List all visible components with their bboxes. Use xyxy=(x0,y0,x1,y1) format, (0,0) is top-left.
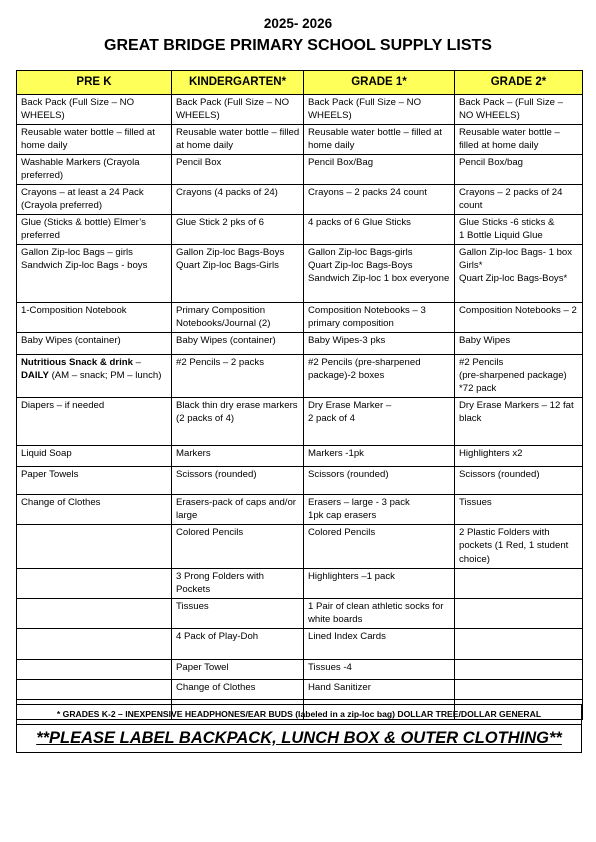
table-cell: Tissues -4 xyxy=(304,659,455,679)
table-cell: Reusable water bottle – filled at home daily xyxy=(304,125,455,155)
table-cell: Composition Notebooks – 3 primary composition xyxy=(304,302,455,332)
table-row xyxy=(17,95,583,125)
table-cell xyxy=(17,659,172,679)
table-cell: Erasers – large - 3 pack 1pk cap erasers xyxy=(304,494,455,524)
table-cell: Pencil Box/bag xyxy=(455,154,583,184)
table-cell: Crayons – 2 packs 24 count xyxy=(304,184,455,214)
table-cell: Lined Index Cards xyxy=(304,628,455,659)
table-cell: Scissors (rounded) xyxy=(304,466,455,494)
table-row xyxy=(17,125,583,155)
table-cell: Gallon Zip-loc Bags-girls Quart Zip-loc Bags-Boys Sandwich Zip-loc 1 box everyone xyxy=(304,244,455,302)
page-year: 2025- 2026 xyxy=(263,16,333,31)
table-cell: Paper Towel xyxy=(172,659,304,679)
table-row xyxy=(17,397,583,445)
table-cell: Dry Erase Markers – 12 fat black xyxy=(455,397,583,445)
col-header-grade2: GRADE 2* xyxy=(455,71,583,95)
table-cell: Tissues xyxy=(455,494,583,524)
table-cell: Reusable water bottle – filled at home daily xyxy=(455,125,583,155)
table-cell: Gallon Zip-loc Bags-Boys Quart Zip-loc Bags-Girls xyxy=(172,244,304,302)
table-cell: Colored Pencils xyxy=(304,524,455,568)
table-row xyxy=(17,598,583,628)
table-cell: Glue (Sticks & bottle) Elmer’s preferred xyxy=(17,214,172,244)
table-cell: 1 Pair of clean athletic socks for white boards xyxy=(304,598,455,628)
table-cell: 3 Prong Folders with Pockets xyxy=(172,568,304,598)
table-row xyxy=(17,679,583,699)
table-cell: Scissors (rounded) xyxy=(455,466,583,494)
table-row xyxy=(17,466,583,494)
table-cell: 4 Pack of Play-Doh xyxy=(172,628,304,659)
table-cell: #2 Pencils (pre-sharpened package) *72 pack xyxy=(455,354,583,397)
table-row xyxy=(17,354,583,397)
table-cell: Crayons – at least a 24 Pack (Crayola preferred) xyxy=(17,184,172,214)
table-cell xyxy=(17,568,172,598)
table-row xyxy=(17,302,583,332)
table-cell: Dry Erase Marker – 2 pack of 4 xyxy=(304,397,455,445)
table-row xyxy=(17,524,583,568)
table-row xyxy=(17,184,583,214)
table-cell: Markers xyxy=(172,445,304,466)
table-cell xyxy=(455,598,583,628)
supply-rows xyxy=(17,95,583,720)
table-cell: Baby Wipes (container) xyxy=(17,332,172,354)
table-cell xyxy=(17,679,172,699)
page-title: GREAT BRIDGE PRIMARY SCHOOL SUPPLY LISTS xyxy=(104,37,492,54)
table-cell: Scissors (rounded) xyxy=(172,466,304,494)
table-cell: Gallon Zip-loc Bags- 1 box Girls* Quart Zip-loc Bags-Boys* xyxy=(455,244,583,302)
table-cell: Highlighters –1 pack xyxy=(304,568,455,598)
table-cell: Glue Stick 2 pks of 6 xyxy=(172,214,304,244)
table-row xyxy=(17,494,583,524)
col-header-prek: PRE K xyxy=(17,71,172,95)
table-row xyxy=(17,568,583,598)
table-cell: Crayons – 2 packs of 24 count xyxy=(455,184,583,214)
table-cell: Change of Clothes xyxy=(17,494,172,524)
table-cell xyxy=(17,598,172,628)
table-row xyxy=(17,628,583,659)
table-cell: Diapers – if needed xyxy=(17,397,172,445)
table-cell: #2 Pencils (pre-sharpened package)-2 boxes xyxy=(304,354,455,397)
table-cell: Colored Pencils xyxy=(172,524,304,568)
table-cell: Erasers-pack of caps and/or large xyxy=(172,494,304,524)
table-cell: Reusable water bottle – filled at home daily xyxy=(172,125,304,155)
table-cell: Hand Sanitizer xyxy=(304,679,455,699)
table-cell xyxy=(455,568,583,598)
table-cell: Change of Clothes xyxy=(172,679,304,699)
table-row xyxy=(17,445,583,466)
table-cell: Baby Wipes (container) xyxy=(172,332,304,354)
snack-dash: – xyxy=(132,356,141,368)
table-cell: Back Pack – (Full Size – NO WHEELS) xyxy=(455,95,583,125)
table-cell: Pencil Box xyxy=(172,154,304,184)
table-cell xyxy=(17,628,172,659)
snack-cell xyxy=(17,354,172,397)
table-cell xyxy=(455,659,583,679)
table-cell xyxy=(17,524,172,568)
table-cell: #2 Pencils – 2 packs xyxy=(172,354,304,397)
table-cell: Back Pack (Full Size – NO WHEELS) xyxy=(17,95,172,125)
table-cell: Back Pack (Full Size – NO WHEELS) xyxy=(304,95,455,125)
table-cell: Primary Composition Notebooks/Journal (2) xyxy=(172,302,304,332)
label-banner: **PLEASE LABEL BACKPACK, LUNCH BOX & OUTER CLOTHING** xyxy=(16,724,582,753)
table-cell: Pencil Box/Bag xyxy=(304,154,455,184)
footnote: * GRADES K-2 – INEXPENSIVE HEADPHONES/EAR BUDS (labeled in a zip-loc bag) DOLLAR TREE/DOLLAR GENERAL xyxy=(16,704,582,724)
table-cell: Paper Towels xyxy=(17,466,172,494)
table-cell: Highlighters x2 xyxy=(455,445,583,466)
snack-detail: (AM – snack; PM – lunch) xyxy=(48,370,162,382)
table-cell: Liquid Soap xyxy=(17,445,172,466)
table-cell: Back Pack (Full Size – NO WHEELS) xyxy=(172,95,304,125)
table-cell: Baby Wipes-3 pks xyxy=(304,332,455,354)
snack-label: Nutritious Snack & drink xyxy=(21,356,133,368)
table-cell: Reusable water bottle – filled at home daily xyxy=(17,125,172,155)
header-row xyxy=(17,71,583,95)
table-row xyxy=(17,214,583,244)
table-row xyxy=(17,244,583,302)
table-cell: Black thin dry erase markers (2 packs of 4) xyxy=(172,397,304,445)
col-header-kindergarten: KINDERGARTEN* xyxy=(172,71,304,95)
table-cell: Gallon Zip-loc Bags – girls Sandwich Zip-loc Bags - boys xyxy=(17,244,172,302)
table-row xyxy=(17,332,583,354)
table-row xyxy=(17,659,583,679)
table-cell: Markers -1pk xyxy=(304,445,455,466)
table-cell: Washable Markers (Crayola preferred) xyxy=(17,154,172,184)
table-cell: Tissues xyxy=(172,598,304,628)
table-cell: Glue Sticks -6 sticks & 1 Bottle Liquid Glue xyxy=(455,214,583,244)
supply-table xyxy=(16,70,583,720)
table-cell xyxy=(455,679,583,699)
table-cell: 1-Composition Notebook xyxy=(17,302,172,332)
table-cell: 2 Plastic Folders with pockets (1 Red, 1 student choice) xyxy=(455,524,583,568)
table-row xyxy=(17,154,583,184)
table-cell: 4 packs of 6 Glue Sticks xyxy=(304,214,455,244)
table-cell: Crayons (4 packs of 24) xyxy=(172,184,304,214)
table-cell: Baby Wipes xyxy=(455,332,583,354)
table-cell xyxy=(455,628,583,659)
snack-daily: DAILY xyxy=(21,370,49,382)
col-header-grade1: GRADE 1* xyxy=(304,71,455,95)
table-cell: Composition Notebooks – 2 xyxy=(455,302,583,332)
